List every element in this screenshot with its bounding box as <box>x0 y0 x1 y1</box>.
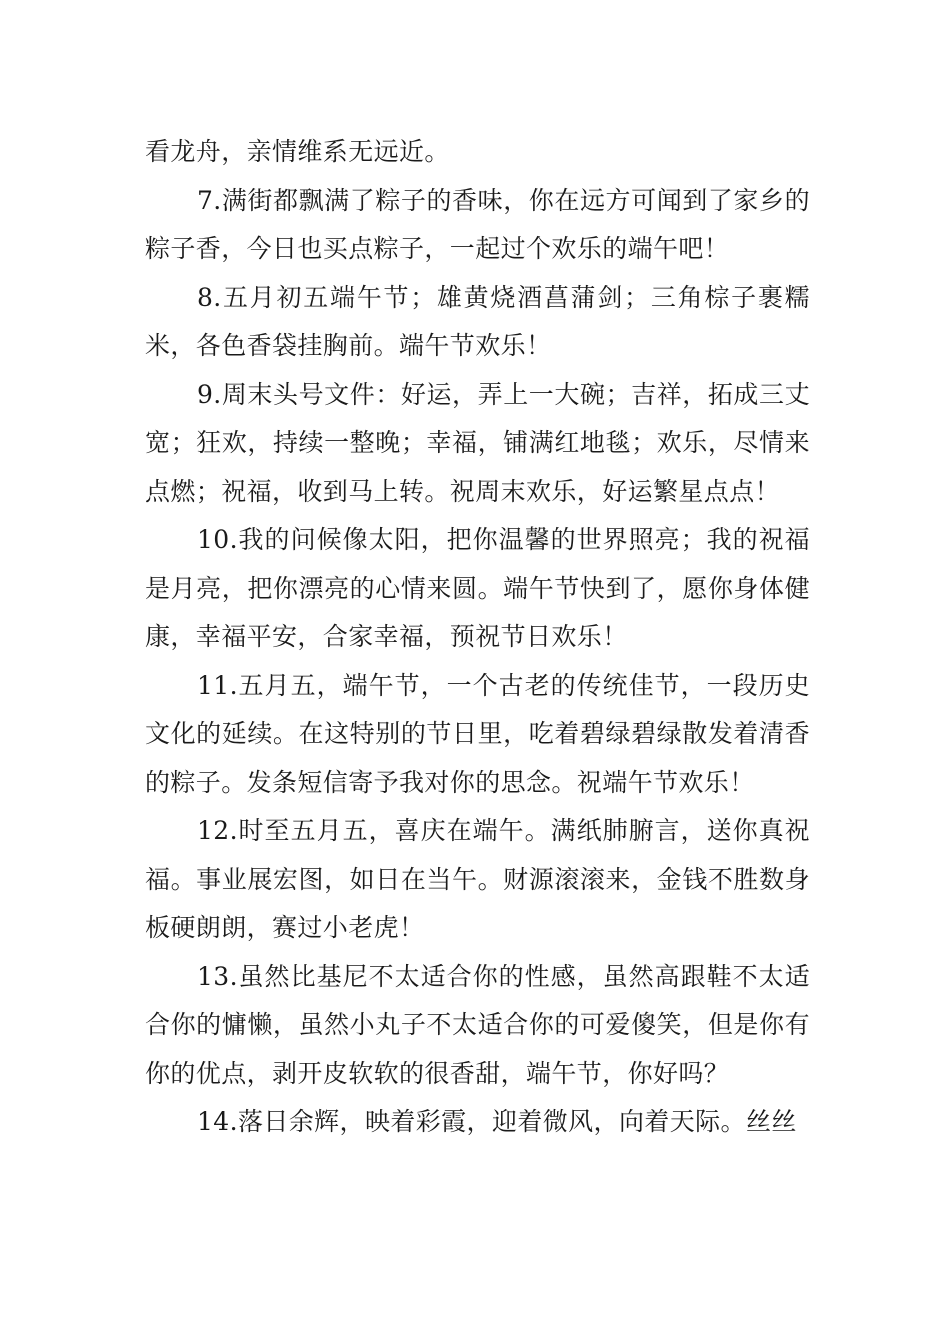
document-body <box>145 128 810 1147</box>
paragraph-9: 9.周末头号文件：好运，弄上一大碗；吉祥，拓成三丈宽；狂欢，持续一整晚；幸福，铺满红地毯；欢乐，尽情来点燃；祝福，收到马上转。祝周末欢乐，好运繁星点点！ <box>145 379 810 506</box>
paragraph-7: 7.满街都飘满了粽子的香味，你在远方可闻到了家乡的粽子香，今日也买点粽子，一起过个欢乐的端午吧！ <box>145 185 810 263</box>
paragraph-8: 8.五月初五端午节；雄黄烧酒菖蒲剑；三角棕子裹糯米，各色香袋挂胸前。端午节欢乐！ <box>145 282 810 360</box>
paragraph-10: 10.我的问候像太阳，把你温馨的世界照亮；我的祝福是月亮，把你漂亮的心情来圆。端午节快到了，愿你身体健康，幸福平安，合家幸福，预祝节日欢乐！ <box>145 525 810 651</box>
paragraph-0: 看龙舟，亲情维系无远近。 <box>145 137 450 166</box>
paragraph-14: 14.落日余辉，映着彩霞，迎着微风，向着天际。丝丝 <box>197 1107 797 1136</box>
paragraph-11: 11.五月五，端午节，一个古老的传统佳节，一段历史文化的延续。在这特别的节日里，吃着碧绿碧绿散发着清香的粽子。发条短信寄予我对你的思念。祝端午节欢乐！ <box>145 670 810 797</box>
paragraph-12: 12.时至五月五，喜庆在端午。满纸肺腑言，送你真祝福。事业展宏图，如日在当午。财源滚滚来，金钱不胜数身板硬朗朗，赛过小老虎！ <box>145 816 810 942</box>
paragraph-13: 13.虽然比基尼不太适合你的性感，虽然高跟鞋不太适合你的慵懒，虽然小丸子不太适合你的可爱傻笑，但是你有你的优点，剥开皮软软的很香甜，端午节，你好吗？ <box>145 961 810 1088</box>
